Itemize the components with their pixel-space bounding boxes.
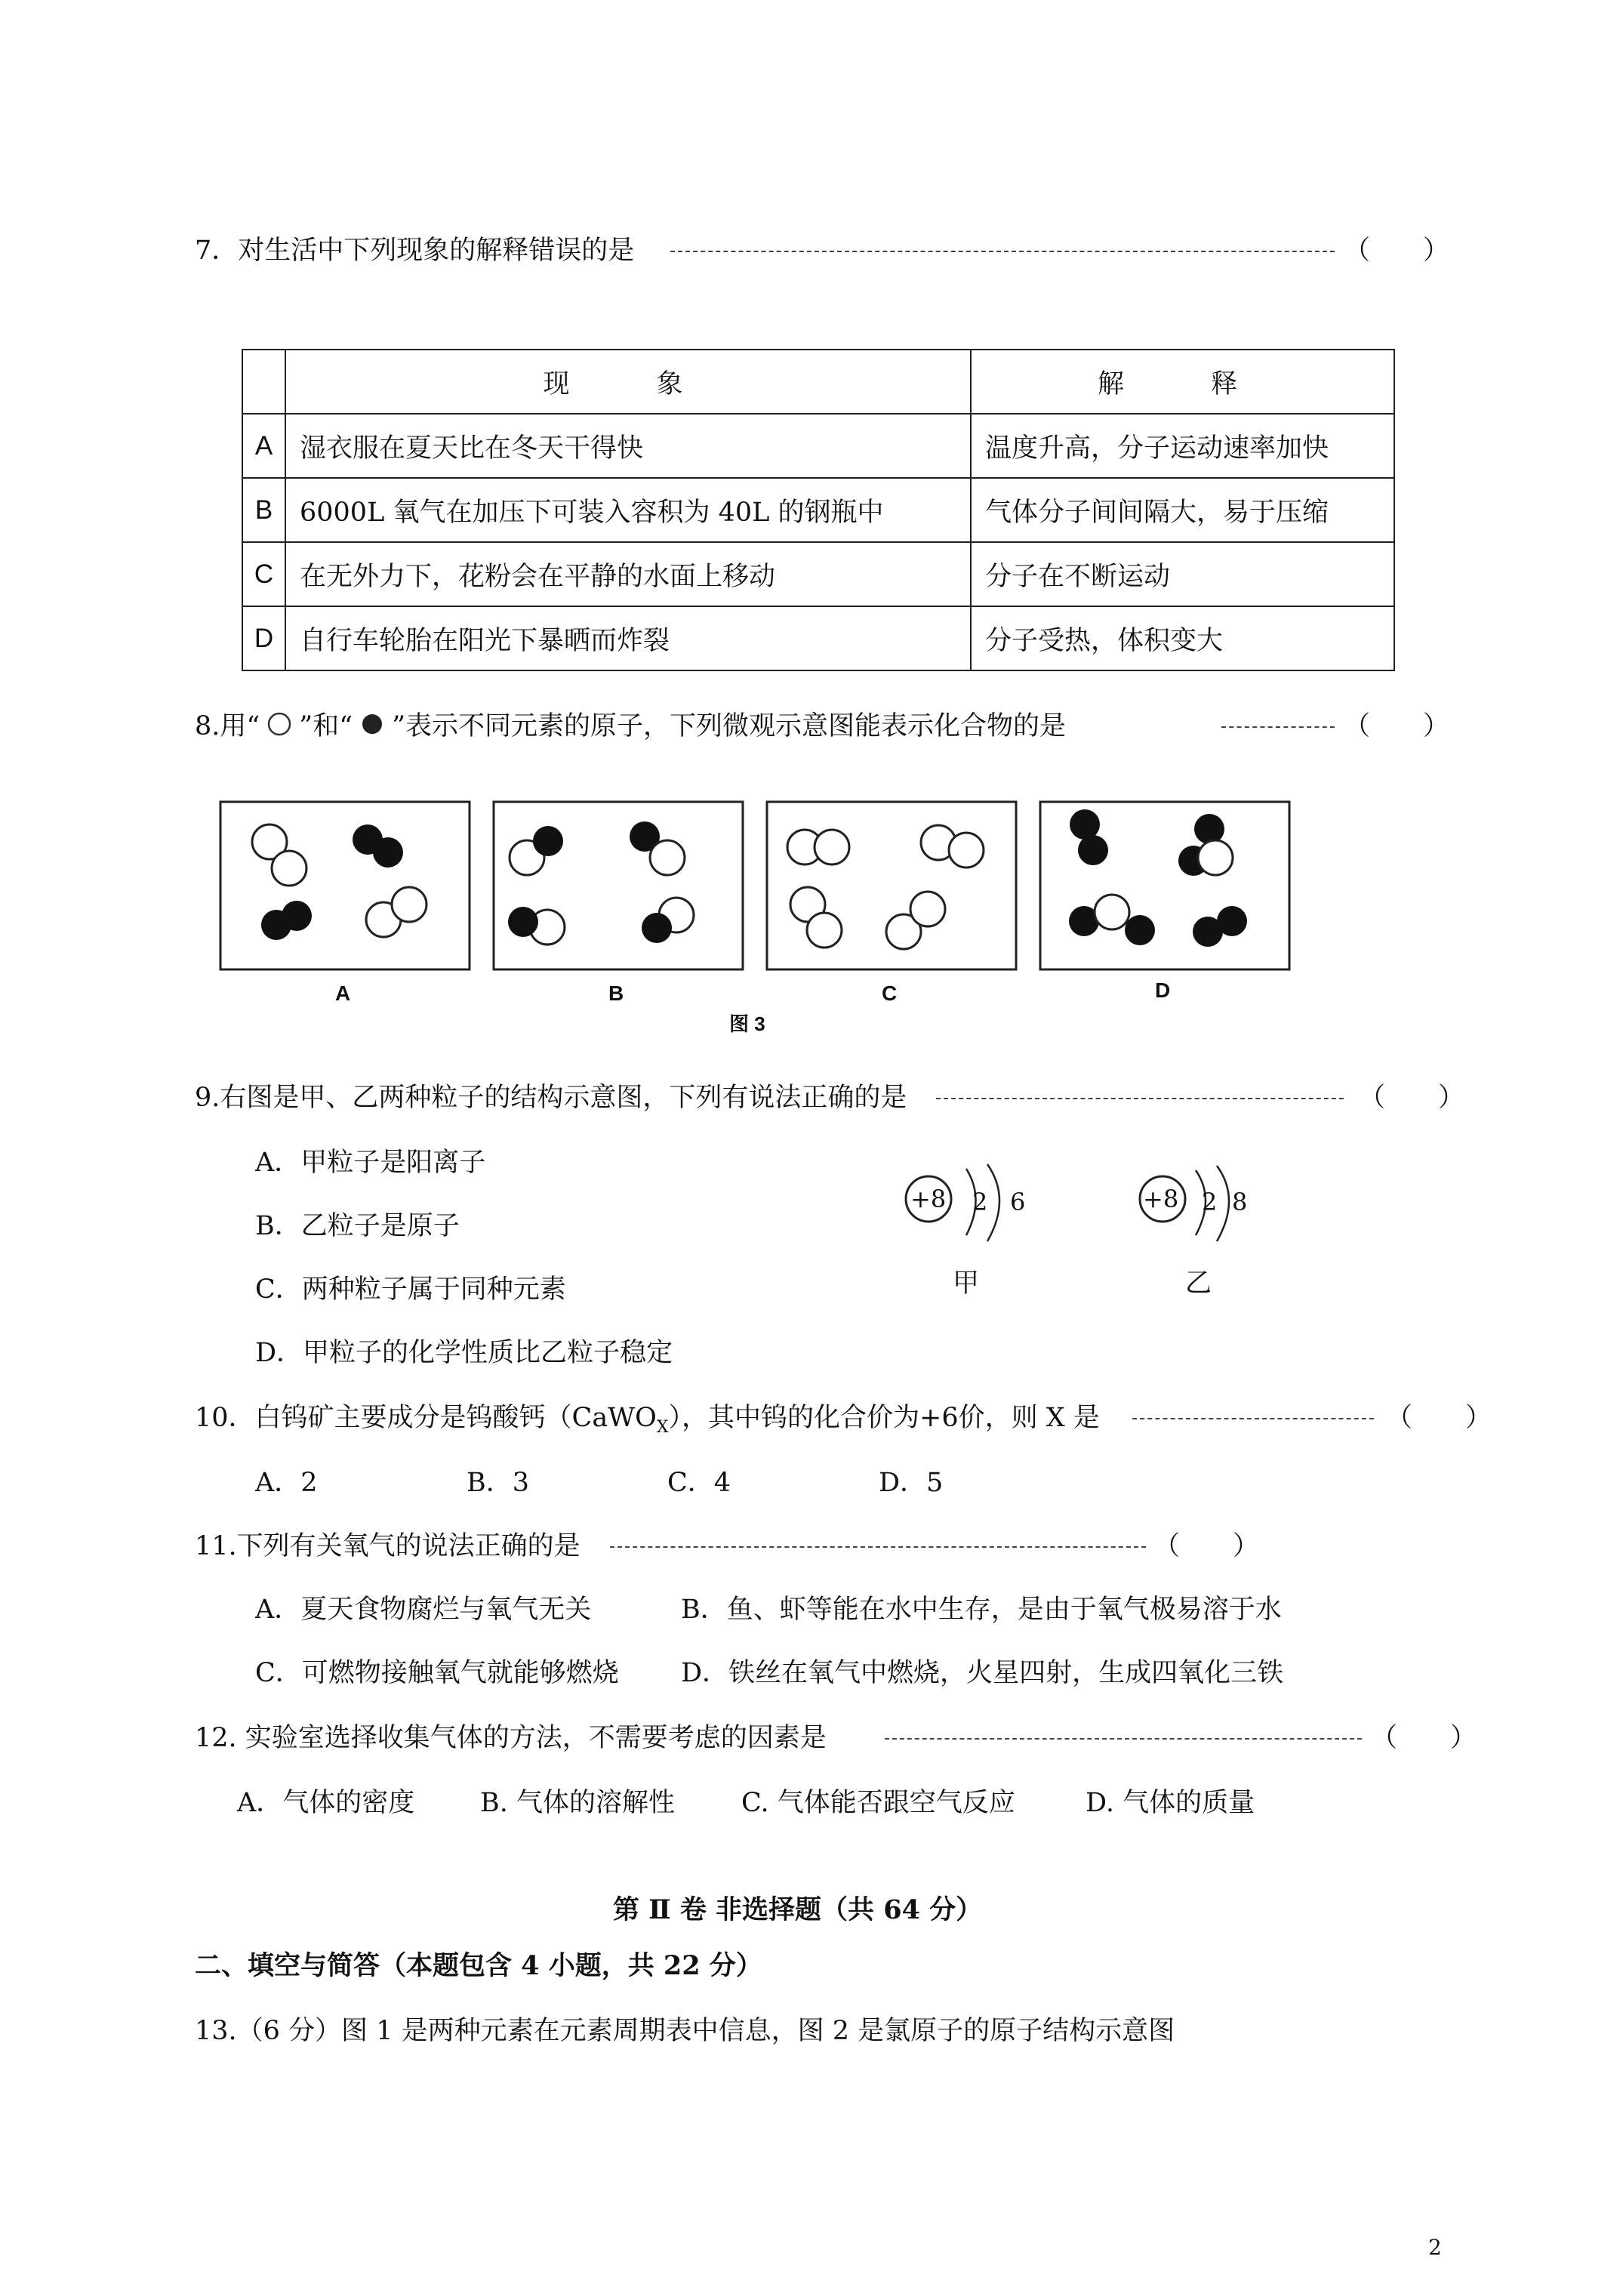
black-atom-icon bbox=[353, 710, 392, 738]
figure-label-d: D bbox=[1155, 978, 1171, 1002]
white-atom-icon bbox=[260, 710, 299, 738]
q12-option-a: A．气体的密度 bbox=[237, 1788, 415, 1818]
q13-stem: 13.（6 分）图 1 是两种元素在元素周期表中信息，图 2 是氯原子的原子结构示意图 bbox=[195, 2016, 1175, 2046]
q9-option-a: A．甲粒子是阳离子 bbox=[255, 1148, 486, 1178]
table-row bbox=[242, 542, 1394, 606]
particle-yi-label: 乙 bbox=[1185, 1268, 1212, 1299]
molecule-b1 bbox=[510, 826, 563, 875]
molecule-c2 bbox=[921, 825, 984, 868]
row-explanation: 分子在不断运动 bbox=[971, 542, 1394, 606]
molecule-b3 bbox=[508, 907, 565, 945]
row-phenomenon: 在无外力下，花粉会在平静的水面上移动 bbox=[285, 542, 971, 606]
q12-option-c: C. 气体能否跟空气反应 bbox=[741, 1788, 1015, 1818]
q10-text-after: ），其中钨的化合价为+6价，则 X 是 bbox=[668, 1403, 1100, 1433]
section-title: 第 Ⅱ 卷 非选择题（共 64 分） bbox=[613, 1894, 983, 1925]
molecule-d3 bbox=[1069, 895, 1155, 945]
q11-option-c: C．可燃物接触氧气就能够燃烧 bbox=[255, 1658, 619, 1688]
figure-caption: 图 3 bbox=[729, 1012, 765, 1035]
q10-subscript: X bbox=[656, 1418, 669, 1437]
molecule-d4 bbox=[1193, 906, 1247, 947]
table-header-cell bbox=[242, 350, 285, 414]
q11-option-a: A．夏天食物腐烂与氧气无关 bbox=[255, 1595, 592, 1625]
q9-option-b: B．乙粒子是原子 bbox=[255, 1211, 460, 1241]
row-phenomenon: 自行车轮胎在阳光下暴晒而炸裂 bbox=[285, 606, 971, 670]
q12-paren: （ ） bbox=[1371, 1723, 1477, 1753]
molecule-c4 bbox=[886, 892, 945, 949]
table-row bbox=[242, 606, 1394, 670]
q11-paren: （ ） bbox=[1153, 1531, 1260, 1561]
row-phenomenon: 湿衣服在夏天比在冬天干得快 bbox=[285, 414, 971, 478]
q12-leader-dashes bbox=[885, 1738, 1362, 1740]
row-letter: D bbox=[242, 606, 285, 670]
diagram-box-b bbox=[494, 802, 743, 969]
q11-leader-dashes bbox=[610, 1546, 1146, 1548]
q10-leader-dashes bbox=[1132, 1418, 1374, 1419]
molecule-a1 bbox=[252, 824, 306, 886]
molecule-c3 bbox=[790, 887, 842, 948]
q10-option-d: D．5 bbox=[879, 1468, 944, 1498]
section-subtitle: 二、填空与简答（本题包含 4 小题，共 22 分） bbox=[195, 1950, 762, 1981]
q8-suffix: ”表示不同元素的原子，下列微观示意图能表示化合物的是 bbox=[392, 711, 1066, 741]
table-header-row bbox=[242, 350, 1394, 414]
q12-option-d: D. 气体的质量 bbox=[1086, 1788, 1255, 1818]
q10-paren: （ ） bbox=[1386, 1403, 1492, 1433]
q10-stem bbox=[195, 1401, 1100, 1444]
q8-mid: ”和“ bbox=[299, 711, 353, 741]
q7-stem bbox=[195, 234, 634, 267]
figure-label-b: B bbox=[608, 982, 624, 1005]
row-explanation: 温度升高，分子运动速率加快 bbox=[971, 414, 1394, 478]
row-explanation: 分子受热，体积变大 bbox=[971, 606, 1394, 670]
q9-paren: （ ） bbox=[1359, 1083, 1465, 1113]
particle-jia-shell1: 2 bbox=[972, 1188, 988, 1216]
q8-paren: （ ） bbox=[1344, 711, 1450, 741]
table-header-explanation: 解 释 bbox=[971, 350, 1394, 414]
row-letter: A bbox=[242, 414, 285, 478]
q9-option-d: D．甲粒子的化学性质比乙粒子稳定 bbox=[255, 1338, 673, 1368]
table-header-phenomenon: 现 象 bbox=[285, 350, 971, 414]
table-row bbox=[242, 414, 1394, 478]
molecule-d2 bbox=[1178, 814, 1233, 876]
particle-diagram-yi bbox=[1132, 1163, 1283, 1276]
q10-option-b: B．3 bbox=[467, 1468, 529, 1498]
q7-paren: （ ） bbox=[1344, 236, 1450, 266]
q8-stem bbox=[195, 710, 1066, 743]
q12-stem: 12. 实验室选择收集气体的方法，不需要考虑的因素是 bbox=[195, 1723, 827, 1753]
particle-jia-nucleus: +8 bbox=[910, 1185, 947, 1213]
q12-option-b: B. 气体的溶解性 bbox=[480, 1788, 675, 1818]
page-number: 2 bbox=[1428, 2235, 1442, 2260]
q10-text-before: 10．白钨矿主要成分是钨酸钙（CaWO bbox=[195, 1403, 657, 1433]
molecule-a3 bbox=[261, 901, 312, 940]
figure-label-a: A bbox=[335, 982, 351, 1005]
particle-yi-nucleus: +8 bbox=[1143, 1185, 1179, 1213]
q9-option-c: C．两种粒子属于同种元素 bbox=[255, 1274, 566, 1305]
figure-label-c: C bbox=[882, 982, 898, 1005]
q8-prefix: 8.用“ bbox=[195, 711, 260, 741]
particle-yi-shell1: 2 bbox=[1202, 1188, 1218, 1216]
molecule-b4 bbox=[642, 898, 694, 943]
particle-yi-shell2: 8 bbox=[1232, 1188, 1248, 1216]
q7-text: 7．对生活中下列现象的解释错误的是 bbox=[195, 236, 635, 266]
q10-option-c: C．4 bbox=[667, 1468, 731, 1498]
q11-stem: 11.下列有关氧气的说法正确的是 bbox=[195, 1531, 581, 1561]
row-phenomenon: 6000L 氧气在加压下可装入容积为 40L 的钢瓶中 bbox=[285, 478, 971, 542]
molecule-a2 bbox=[353, 824, 403, 868]
q11-option-d: D．铁丝在氧气中燃烧，火星四射，生成四氧化三铁 bbox=[681, 1658, 1284, 1688]
molecule-d1 bbox=[1070, 809, 1108, 865]
q7-table bbox=[242, 349, 1395, 671]
q9-stem: 9.右图是甲、乙两种粒子的结构示意图，下列有说法正确的是 bbox=[195, 1083, 907, 1113]
row-letter: B bbox=[242, 478, 285, 542]
q10-option-a: A．2 bbox=[255, 1468, 318, 1498]
row-letter: C bbox=[242, 542, 285, 606]
q7-leader-dashes bbox=[670, 251, 1335, 252]
particle-diagram-jia bbox=[898, 1163, 1049, 1276]
particle-jia-label: 甲 bbox=[953, 1268, 980, 1299]
particle-jia-shell2: 6 bbox=[1010, 1188, 1026, 1216]
table-row bbox=[242, 478, 1394, 542]
molecule-b2 bbox=[630, 821, 685, 875]
row-explanation: 气体分子间间隔大，易于压缩 bbox=[971, 478, 1394, 542]
q9-leader-dashes bbox=[936, 1098, 1344, 1099]
molecule-a4 bbox=[366, 887, 427, 937]
q11-option-b: B．鱼、虾等能在水中生存，是由于氧气极易溶于水 bbox=[681, 1595, 1282, 1625]
molecule-c1 bbox=[787, 830, 849, 864]
diagram-box-a bbox=[220, 802, 470, 969]
q8-leader-dashes bbox=[1221, 726, 1335, 728]
